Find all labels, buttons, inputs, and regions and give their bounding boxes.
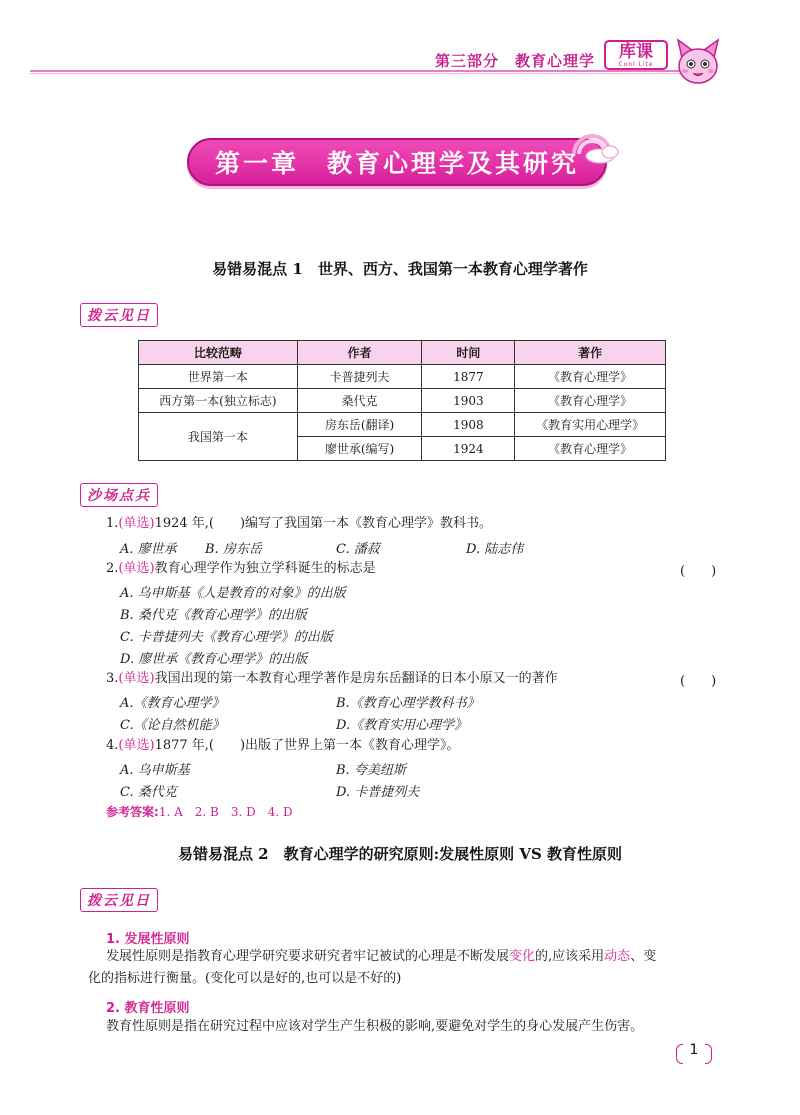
question-number: 4.	[106, 738, 119, 753]
chapter-title: 第一章 教育心理学及其研究	[214, 149, 579, 178]
option: B.《教育心理学教科书》	[336, 696, 480, 711]
principle-heading-2: 2. 教育性原则	[106, 1001, 190, 1016]
question-stem: 1924 年,( )编写了我国第一本《教育心理学》教科书。	[154, 516, 493, 531]
principle-text-1	[106, 946, 656, 968]
tag-practice: 沙场点兵	[80, 483, 158, 507]
section-title-2: 易错易混点 2 教育心理学的研究原则:发展性原则 VS 教育性原则	[177, 845, 623, 863]
table-header-row	[139, 341, 666, 365]
text-run: 的,应该采用	[535, 949, 605, 964]
question-stem: 1877 年,( )出版了世界上第一本《教育心理学》。	[154, 738, 460, 753]
table-cell: 我国第一本	[139, 413, 298, 461]
answer-key	[106, 803, 293, 820]
option: A.《教育心理学》	[120, 696, 225, 711]
table-cell: 1924	[422, 437, 515, 461]
answer-label: 参考答案:	[106, 805, 159, 819]
table-cell: 《教育心理学》	[515, 365, 666, 389]
option: C. 卡普捷列夫《教育心理学》的出版	[120, 630, 333, 645]
option: D. 卡普捷列夫	[336, 785, 420, 800]
section-title-1: 易错易混点 1 世界、西方、我国第一本教育心理学著作	[212, 260, 588, 278]
question-4	[106, 737, 460, 755]
cloud-rainbow-icon	[566, 130, 622, 164]
principle-text-2: 教育性原则是指在研究过程中应该对学生产生积极的影响,要避免对学生的身心发展产生伤害。	[106, 1019, 644, 1034]
brand-name: 库课	[619, 41, 653, 62]
header-rule-thin	[30, 73, 680, 74]
table-cell: 1908	[422, 413, 515, 437]
option: D. 陆志伟	[466, 542, 524, 557]
table-row	[139, 413, 666, 437]
option: A. 乌申斯基《人是教育的对象》的出版	[120, 586, 346, 601]
option: D.《教育实用心理学》	[336, 718, 468, 733]
table-header-cell: 比较范畴	[139, 341, 298, 365]
highlight-text: 动态	[604, 949, 631, 964]
table-cell: 卡普捷列夫	[297, 365, 422, 389]
text-run: 发展性原则是指教育心理学研究要求研究者牢记被试的心理是不断发展	[106, 949, 510, 964]
answer-blank: ( )	[680, 564, 717, 579]
question-stem: 我国出现的第一本教育心理学著作是房东岳翻译的日本小原又一的著作	[154, 671, 558, 686]
question-number: 3.	[106, 671, 119, 686]
highlight-text: 变化	[509, 949, 536, 964]
mascot-icon	[672, 36, 724, 88]
principle-text-1-cont: 化的指标进行衡量。(变化可以是好的,也可以是不好的)	[88, 971, 402, 986]
answer-blank: ( )	[680, 674, 717, 689]
question-type: (单选)	[118, 561, 155, 576]
option: C. 桑代克	[120, 785, 177, 800]
table-cell: 世界第一本	[139, 365, 298, 389]
option: C. 潘菽	[336, 542, 380, 557]
tag-clarify-2: 拨云见日	[80, 888, 158, 912]
table-row	[139, 365, 666, 389]
question-1	[106, 515, 492, 533]
brand-slogan: Cool Lite	[618, 60, 654, 68]
option: A. 廖世承	[120, 542, 177, 557]
table-cell: 西方第一本(独立标志)	[139, 389, 298, 413]
text-run: 、变	[630, 949, 657, 964]
question-3	[106, 670, 558, 688]
option: B. 房东岳	[205, 542, 262, 557]
table-cell: 房东岳(翻译)	[297, 413, 422, 437]
page-number: 1	[676, 1042, 712, 1064]
table-cell: 桑代克	[297, 389, 422, 413]
page-header	[0, 36, 800, 74]
question-stem: 教育心理学作为独立学科诞生的标志是	[154, 561, 376, 576]
option: B. 桑代克《教育心理学》的出版	[120, 608, 307, 623]
brand-logo	[604, 40, 668, 70]
part-title: 第三部分 教育心理学	[434, 52, 595, 70]
answer-values: 1. A 2. B 3. D 4. D	[158, 805, 293, 819]
table-cell: 廖世承(编写)	[297, 437, 422, 461]
table-header-cell: 时间	[422, 341, 515, 365]
comparison-table	[138, 340, 666, 461]
table-cell: 《教育心理学》	[515, 389, 666, 413]
table-cell: 1877	[422, 365, 515, 389]
question-type: (单选)	[118, 738, 155, 753]
table-cell: 《教育实用心理学》	[515, 413, 666, 437]
question-2	[106, 560, 376, 578]
option: C.《论自然机能》	[120, 718, 225, 733]
table-cell: 1903	[422, 389, 515, 413]
chapter-banner	[187, 138, 607, 186]
table-row	[139, 389, 666, 413]
option: D. 廖世承《教育心理学》的出版	[120, 652, 308, 667]
table-header-cell: 著作	[515, 341, 666, 365]
option: A. 乌申斯基	[120, 763, 190, 778]
table-header-cell: 作者	[297, 341, 422, 365]
option: B. 夸美纽斯	[336, 763, 406, 778]
principle-heading-1: 1. 发展性原则	[106, 932, 190, 947]
question-type: (单选)	[118, 671, 155, 686]
question-number: 2.	[106, 561, 119, 576]
table-cell: 《教育心理学》	[515, 437, 666, 461]
question-type: (单选)	[118, 516, 155, 531]
tag-clarify-1: 拨云见日	[80, 303, 158, 327]
question-number: 1.	[106, 516, 119, 531]
